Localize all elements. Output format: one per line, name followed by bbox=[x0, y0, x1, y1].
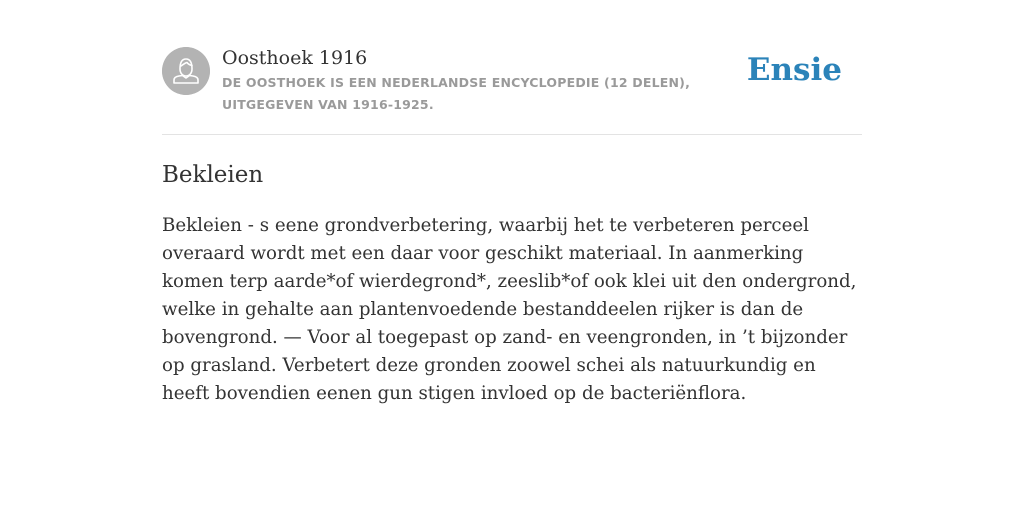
entry-title: Bekleien bbox=[162, 162, 264, 188]
entry-body: Bekleien - s eene grondverbetering, waarbij het te verbeteren perceel overaard wordt met een daar voor geschikt materiaal. In aanmerking komen terp aarde*of wierdegrond*, zeeslib*of ook klei uit den ondergrond, welke in gehalte aan plantenvoedende bestanddeelen rijker is dan de bovengrond. — Voor al toegepast op zand- en veengronden, in ’t bijzonder op grasland. Verbetert deze gronden zoowel schei als natuurkundig en heeft bovendien eenen gun stigen invloed op de bacteriënflora. bbox=[162, 215, 857, 404]
user-avatar-icon[interactable] bbox=[162, 47, 210, 95]
source-description: DE OOSTHOEK IS EEN NEDERLANDSE ENCYCLOPEDIE (12 DELEN), UITGEGEVEN VAN 1916-1925. bbox=[222, 75, 691, 112]
source-header bbox=[162, 0, 862, 135]
source-title[interactable]: Oosthoek 1916 bbox=[222, 47, 368, 69]
ensie-logo[interactable]: Ensie bbox=[746, 52, 842, 88]
content-container bbox=[162, 0, 862, 404]
